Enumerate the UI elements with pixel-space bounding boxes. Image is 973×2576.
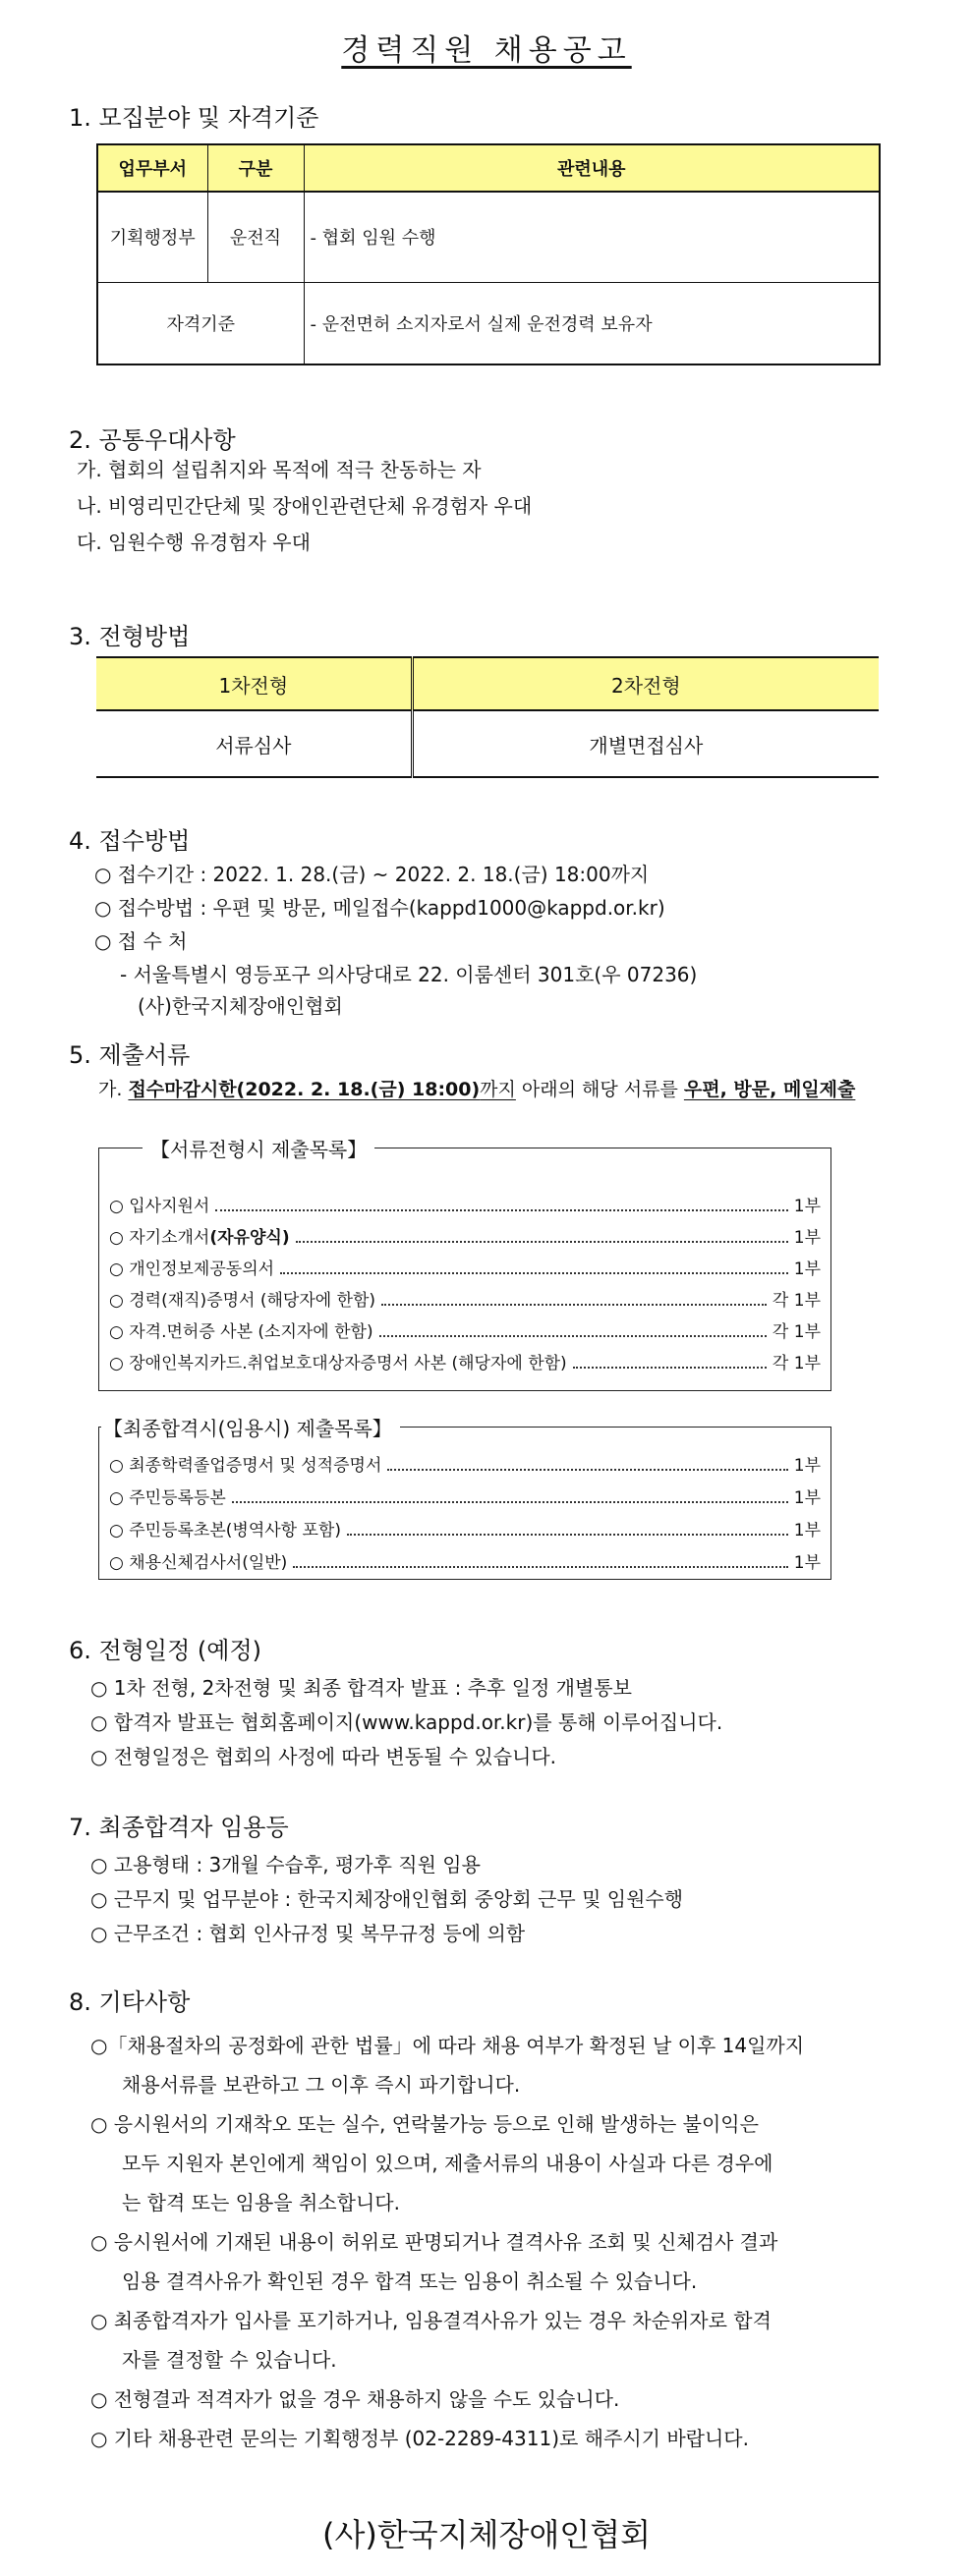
header-stage-1: 1차전형 — [96, 657, 412, 710]
preference-item: 가. 협회의 설립취지와 목적에 적극 찬동하는 자 — [77, 458, 482, 481]
final-documents-box — [98, 1417, 831, 1580]
schedule-item: ○ 합격자 발표는 협회홈페이지(www.kappd.or.kr)를 통해 이루어집니다. — [90, 1710, 723, 1734]
notice-line: 채용서류를 보관하고 그 이후 즉시 파기합니다. — [122, 2073, 521, 2097]
appointment-item: ○ 고용형태 : 3개월 수습후, 평가후 직원 임용 — [90, 1853, 481, 1876]
item-label: ○ 주민등록등본 — [109, 1488, 226, 1508]
intro-middle: 아래의 해당 서류를 — [515, 1079, 684, 1100]
list-item — [109, 1349, 821, 1373]
item-count: 1부 — [793, 1260, 821, 1279]
item-label: ○ 개인정보제공동의서 — [109, 1260, 275, 1279]
preference-item: 나. 비영리민간단체 및 장애인관련단체 유경험자 우대 — [77, 494, 533, 518]
schedule-item: ○ 1차 전형, 2차전형 및 최종 합격자 발표 : 추후 일정 개별통보 — [90, 1676, 632, 1700]
submission-methods: 우편, 방문, 메일제출 — [683, 1079, 856, 1100]
section-8-heading: 8. 기타사항 — [69, 1988, 191, 2016]
application-place-label: ○ 접 수 처 — [94, 929, 188, 953]
list-item — [109, 1484, 821, 1508]
section-6-heading: 6. 전형일정 (예정) — [69, 1637, 261, 1664]
header-dept: 업무부서 — [97, 144, 207, 192]
documents-intro — [98, 1075, 855, 1101]
section-3-heading: 3. 전형방법 — [69, 623, 191, 650]
item-count: 1부 — [793, 1197, 821, 1216]
item-count: 1부 — [793, 1456, 821, 1476]
list-item — [109, 1255, 821, 1279]
item-label: ○ 자기소개서(자유양식) — [109, 1228, 290, 1248]
item-label: ○ 자격.면허증 사본 (소지자에 한함) — [109, 1322, 373, 1342]
list-item — [109, 1223, 821, 1248]
appointment-item: ○ 근무조건 : 협회 인사규정 및 복무규정 등에 의함 — [90, 1922, 526, 1945]
item-count: 각 1부 — [772, 1322, 821, 1342]
item-label: ○ 최종학력졸업증명서 및 성적증명서 — [109, 1456, 382, 1476]
page-title: 경력직원 채용공고 — [341, 33, 632, 68]
list-item — [109, 1286, 821, 1311]
list-item — [109, 1516, 821, 1540]
section-5-heading: 5. 제출서류 — [69, 1041, 191, 1069]
item-count: 1부 — [793, 1521, 821, 1540]
appointment-item: ○ 근무지 및 업무분야 : 한국지체장애인협회 중앙회 근무 및 임원수행 — [90, 1887, 684, 1911]
notice-line: 자를 결정할 수 있습니다. — [122, 2348, 337, 2372]
notice-line: ○ 응시원서에 기재된 내용이 허위로 판명되거나 결격사유 조회 및 신체검사 결과 — [90, 2230, 778, 2254]
list-item — [109, 1317, 821, 1342]
notice-line: 임용 결격사유가 확인된 경우 합격 또는 임용이 취소될 수 있습니다. — [122, 2269, 698, 2293]
notice-line: ○ 최종합격자가 입사를 포기하거나, 임용결격사유가 있는 경우 차순위자로 합격 — [90, 2309, 772, 2332]
section-1-heading: 1. 모집분야 및 자격기준 — [69, 104, 319, 132]
item-label: ○ 장애인복지카드.취업보호대상자증명서 사본 (해당자에 한함) — [109, 1354, 567, 1373]
cell-content: - 협회 임원 수행 — [304, 192, 880, 282]
cell-qual-label: 자격기준 — [97, 282, 304, 364]
deadline-suffix: 까지 — [480, 1079, 516, 1100]
item-count: 1부 — [793, 1488, 821, 1508]
preference-item: 다. 임원수행 유경험자 우대 — [77, 531, 311, 554]
section-7-heading: 7. 최종합격자 임용등 — [69, 1814, 289, 1841]
header-content: 관련내용 — [304, 144, 880, 192]
screening-documents-box — [98, 1138, 831, 1391]
item-label: ○ 입사지원서 — [109, 1197, 210, 1216]
notice-line: ○ 응시원서의 기재착오 또는 실수, 연락불가능 등으로 인해 발생하는 불이익은 — [90, 2112, 759, 2136]
item-count: 각 1부 — [772, 1291, 821, 1311]
application-method: ○ 접수방법 : 우편 및 방문, 메일접수(kappd1000@kappd.or.kr) — [94, 896, 665, 920]
cell-qual-content: - 운전면허 소지자로서 실제 운전경력 보유자 — [304, 282, 880, 364]
list-item — [109, 1548, 821, 1573]
final-box-title: 【최종합격시(임용시) 제출목록】 — [101, 1413, 400, 1441]
table-row — [96, 710, 879, 777]
deadline-date: 접수마감시한(2022. 2. 18.(금) 18:00) — [128, 1079, 481, 1100]
notice-line: 는 합격 또는 임용을 취소합니다. — [122, 2191, 400, 2214]
item-count: 1부 — [793, 1228, 821, 1248]
cell-dept: 기획행정부 — [97, 192, 207, 282]
table-row — [97, 282, 880, 364]
item-count: 1부 — [793, 1553, 821, 1573]
table-row — [97, 192, 880, 282]
recruitment-table — [96, 143, 881, 365]
section-4-heading: 4. 접수방법 — [69, 827, 191, 855]
item-label: ○ 주민등록초본(병역사항 포함) — [109, 1521, 341, 1540]
deadline-text — [128, 1079, 515, 1100]
schedule-item: ○ 전형일정은 협회의 사정에 따라 변동될 수 있습니다. — [90, 1745, 557, 1768]
application-organization: (사)한국지체장애인협회 — [138, 994, 343, 1018]
application-period: ○ 접수기간 : 2022. 1. 28.(금) ~ 2022. 2. 18.(금) 18:00까지 — [94, 863, 650, 886]
notice-line: ○「채용절차의 공정화에 관한 법률」에 따라 채용 여부가 확정된 날 이후 14일까지 — [90, 2034, 805, 2057]
cell-type: 운전직 — [207, 192, 304, 282]
list-item — [109, 1192, 821, 1216]
item-count: 각 1부 — [772, 1354, 821, 1373]
cell-stage-2: 개별면접심사 — [412, 710, 879, 777]
application-address: - 서울특별시 영등포구 의사당대로 22. 이룸센터 301호(우 07236) — [120, 963, 698, 986]
footer-organization: (사)한국지체장애인협회 — [321, 2516, 652, 2553]
notice-line: 모두 지원자 본인에게 책임이 있으며, 제출서류의 내용이 사실과 다른 경우에 — [122, 2152, 773, 2175]
item-label: ○ 경력(재직)증명서 (해당자에 한함) — [109, 1291, 376, 1311]
item-label: ○ 채용신체검사서(일반) — [109, 1553, 288, 1573]
header-type: 구분 — [207, 144, 304, 192]
notice-line: ○ 전형결과 적격자가 없을 경우 채용하지 않을 수도 있습니다. — [90, 2387, 620, 2411]
table-header-row — [97, 144, 880, 192]
screening-box-title: 【서류전형시 제출목록】 — [143, 1134, 374, 1162]
header-stage-2: 2차전형 — [412, 657, 879, 710]
table-header-row — [96, 657, 879, 710]
intro-prefix: 가. — [98, 1079, 129, 1100]
notice-line: ○ 기타 채용관련 문의는 기획행정부 (02-2289-4311)로 해주시기 바랍니다. — [90, 2427, 749, 2450]
list-item — [109, 1451, 821, 1476]
section-2-heading: 2. 공통우대사항 — [69, 426, 236, 454]
cell-stage-1: 서류심사 — [96, 710, 412, 777]
selection-table — [96, 656, 879, 778]
